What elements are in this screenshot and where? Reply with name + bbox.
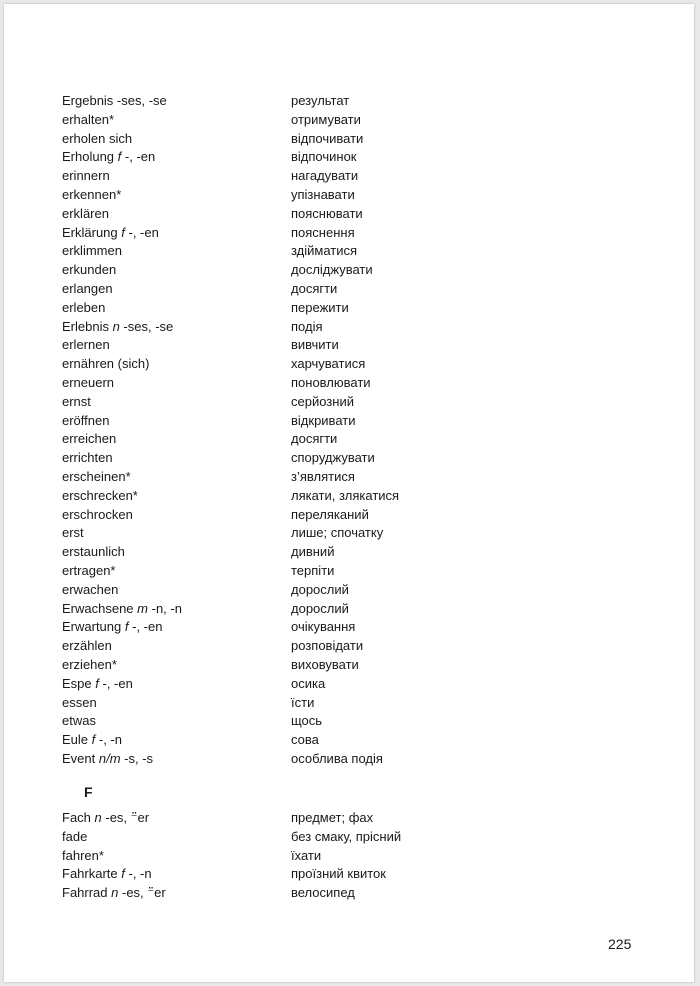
ukrainian-translation: з’являтися (291, 468, 355, 484)
vocabulary-entry (62, 506, 662, 525)
vocabulary-entry (62, 618, 662, 637)
gender-marker: n (112, 318, 120, 334)
vocabulary-entry (62, 884, 662, 903)
german-word: Fahrkarte f -, -n (62, 866, 152, 882)
german-word: erzählen (62, 638, 112, 654)
german-word: Espe f -, -en (62, 675, 133, 691)
ukrainian-translation: проїзний квиток (291, 866, 386, 882)
german-word: erneuern (62, 374, 115, 390)
gender-marker: f (117, 149, 122, 165)
ukrainian-translation: серйозний (291, 393, 354, 409)
german-word: eröffnen (62, 412, 110, 428)
german-word: erlernen (62, 337, 110, 353)
german-word: erreichen (62, 431, 117, 447)
ukrainian-translation: переляканий (291, 506, 369, 522)
vocabulary-entry (62, 865, 662, 884)
gender-marker: f (121, 224, 125, 240)
vocabulary-entry (62, 111, 662, 130)
ukrainian-translation: вивчити (291, 337, 339, 353)
ukrainian-translation: лякати, злякатися (291, 487, 400, 503)
ukrainian-translation: розповідати (291, 638, 364, 654)
ukrainian-translation: відпочивати (291, 130, 364, 146)
german-word: Erholung f -, -en (62, 149, 156, 165)
vocabulary-entry (62, 600, 662, 619)
ukrainian-translation: терпіти (291, 562, 335, 578)
ukrainian-translation: їхати (291, 847, 322, 863)
vocabulary-entry (62, 694, 662, 713)
section-letter-f: F (84, 784, 93, 800)
vocabulary-entry (62, 355, 662, 374)
vocabulary-entry (62, 393, 662, 412)
ukrainian-translation: виховувати (291, 656, 359, 672)
german-word: erschrocken (62, 506, 133, 522)
german-word: essen (62, 694, 97, 710)
vocabulary-entry (62, 750, 662, 769)
vocabulary-entry (62, 524, 662, 543)
german-word: erscheinen* (62, 468, 131, 484)
german-word: erhalten* (62, 111, 115, 127)
vocabulary-entry (62, 299, 662, 318)
german-word: erziehen* (62, 656, 117, 672)
german-word: erstaunlich (62, 544, 125, 560)
ukrainian-translation: предмет; фах (291, 810, 374, 825)
ukrainian-translation: досягти (291, 431, 338, 447)
german-word: Erlebnis n -ses, -se (62, 318, 174, 334)
ukrainian-translation: відпочинок (291, 149, 357, 165)
german-word: erkunden (62, 262, 117, 278)
vocabulary-entry (62, 412, 662, 431)
german-word: Erklärung f -, -en (62, 224, 159, 240)
german-word: fade (62, 828, 88, 844)
german-word: erinnern (62, 168, 110, 184)
german-word: erlangen (62, 280, 113, 296)
ukrainian-translation: дивний (291, 544, 335, 560)
gender-marker: f (124, 619, 129, 635)
ukrainian-translation: дорослий (291, 600, 349, 616)
german-word: erschrecken* (62, 487, 138, 503)
vocabulary-entry (62, 242, 662, 261)
vocabulary-entry (62, 847, 662, 866)
dictionary-page (4, 4, 694, 982)
ukrainian-translation: отримувати (291, 111, 361, 127)
vocabulary-entry (62, 468, 662, 487)
german-word: etwas (62, 713, 96, 729)
ukrainian-translation: поновлювати (291, 374, 371, 390)
vocabulary-entry (62, 130, 662, 149)
vocabulary-entry (62, 374, 662, 393)
ukrainian-translation: особлива подія (291, 750, 383, 766)
gender-marker: n/m (98, 750, 121, 766)
vocabulary-entry (62, 828, 662, 847)
ukrainian-translation: очікування (291, 619, 356, 635)
vocabulary-entry (62, 92, 662, 111)
vocabulary-entry (62, 731, 662, 750)
vocabulary-entry (62, 637, 662, 656)
german-word: ernähren (sich) (62, 356, 150, 372)
ukrainian-translation: нагадувати (291, 168, 359, 184)
gender-marker: f (121, 866, 125, 882)
ukrainian-translation: подія (291, 318, 323, 334)
german-word: erkennen* (62, 186, 122, 202)
vocabulary-entry (62, 656, 662, 675)
vocabulary-entry (62, 449, 662, 468)
vocabulary-entry (62, 336, 662, 355)
ukrainian-translation: досліджувати (291, 262, 373, 278)
ukrainian-translation: без смаку, прісний (291, 828, 402, 844)
vocabulary-entry (62, 543, 662, 562)
german-word: erst (62, 525, 84, 541)
vocabulary-entry (62, 205, 662, 224)
vocabulary-entry (62, 675, 662, 694)
german-word: erklimmen (62, 243, 122, 259)
vocabulary-entry (62, 280, 662, 299)
ukrainian-translation: відкривати (291, 412, 356, 428)
german-word: erklären (62, 205, 109, 221)
ukrainian-translation: здійматися (291, 243, 358, 259)
ukrainian-translation: пояснення (291, 224, 355, 240)
german-word: Fach n -es, ⁻̈er (62, 810, 150, 825)
vocabulary-entry (62, 712, 662, 731)
german-word: erleben (62, 299, 106, 315)
gender-marker: m (137, 600, 148, 616)
gender-marker: n (94, 810, 102, 825)
german-word: errichten (62, 450, 113, 466)
german-word: fahren* (62, 847, 104, 863)
vocabulary-entry (62, 430, 662, 449)
ukrainian-translation: пережити (291, 299, 349, 315)
page-number: 225 (608, 936, 632, 952)
vocabulary-entry (62, 224, 662, 243)
ukrainian-translation: сова (291, 732, 319, 748)
vocabulary-entry (62, 186, 662, 205)
german-word: erwachen (62, 581, 119, 597)
german-word: Erwartung f -, -en (62, 619, 163, 635)
ukrainian-translation: харчуватися (291, 356, 366, 372)
german-word: Event n/m -s, -s (62, 750, 154, 766)
ukrainian-translation: упізнавати (291, 186, 355, 202)
german-word: ertragen* (62, 562, 116, 578)
ukrainian-translation: дорослий (291, 581, 349, 597)
ukrainian-translation: споруджувати (291, 450, 375, 466)
german-word: Fahrrad n -es, ⁻̈er (62, 885, 166, 901)
vocabulary-list-f (62, 809, 662, 903)
ukrainian-translation: лише; спочатку (291, 525, 384, 541)
gender-marker: f (91, 732, 96, 748)
ukrainian-translation: осика (291, 675, 326, 691)
german-word: erholen sich (62, 130, 133, 146)
german-word: Ergebnis -ses, -se (62, 93, 167, 108)
vocabulary-list-e (62, 92, 662, 769)
german-word: ernst (62, 393, 91, 409)
ukrainian-translation: результат (291, 93, 350, 108)
german-word: Eule f -, -n (62, 732, 122, 748)
vocabulary-entry (62, 562, 662, 581)
vocabulary-entry (62, 167, 662, 186)
vocabulary-entry (62, 318, 662, 337)
ukrainian-translation: щось (291, 713, 323, 729)
vocabulary-entry (62, 487, 662, 506)
vocabulary-entry (62, 261, 662, 280)
ukrainian-translation: їсти (291, 694, 315, 710)
vocabulary-entry (62, 809, 662, 828)
ukrainian-translation: пояснювати (291, 205, 363, 221)
ukrainian-translation: досягти (291, 280, 338, 296)
gender-marker: f (95, 675, 99, 691)
vocabulary-entry (62, 581, 662, 600)
german-word: Erwachsene m -n, -n (62, 600, 182, 616)
vocabulary-entry (62, 148, 662, 167)
gender-marker: n (111, 885, 119, 901)
ukrainian-translation: велосипед (291, 885, 355, 901)
